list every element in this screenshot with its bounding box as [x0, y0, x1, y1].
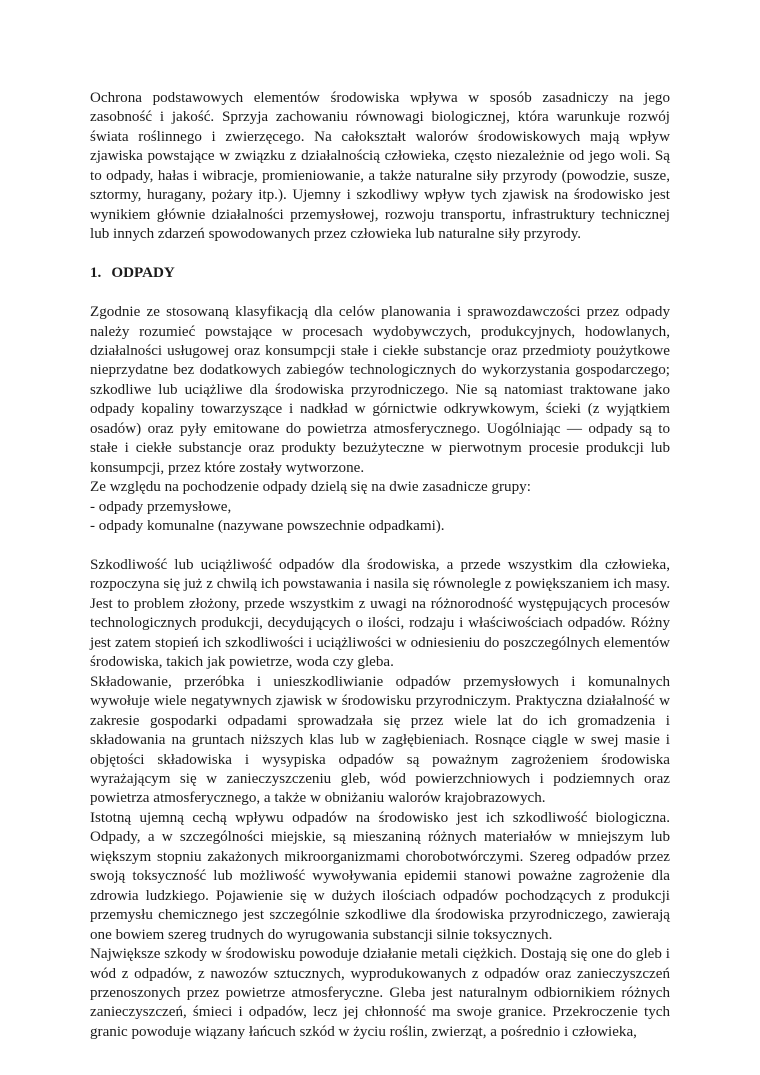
harmfulness-paragraph: Szkodliwość lub uciążliwość odpadów dla środowiska, a przede wszystkim dla człowieka, rozpoczyna się już z chwilą ich powstawania i nasila się równolegle z powiększaniem ich masy. Jest to problem złożony, przede wszystkim z uwagi na różnorodność występujących procesów technologicznych produkcji, decydujących o ilości, rodzaju i właściwościach odpadów. Różny jest zatem stopień ich szkodliwości i uciążliwości w odniesieniu do poszczególnych elementów środowiska, takich jak powietrze, woda czy gleba. [90, 557, 670, 671]
list-item: - odpady przemysłowe, [90, 498, 232, 515]
heavy-metals-paragraph: Największe szkody w środowisku powoduje działanie metali ciężkich. Dostają się one do gleb i wód z odpadów, z nawozów sztucznych, wyprodukowanych z odpadów oraz zanieczyszczeń przenoszonych przez powietrze atmosferyczne. Gleba jest naturalnym odbiornikiem różnych zanieczyszczeń, śmieci i odpadów, lecz jej chłonność ma swoje granice. Przekroczenie tych granic powoduje wiązany łańcuch szkód w życiu roślin, zwierząt, a pośrednio i człowieka, [90, 946, 670, 1040]
storage-paragraph: Składowanie, przeróbka i unieszkodliwianie odpadów przemysłowych i komunalnych wywołuje wiele negatywnych zjawisk w środowisku przyrodniczym. Praktyczna działalność w zakresie gospodarki odpadami sprowadzała się przez wiele lat do ich gromadzenia i składowania na gruntach niższych klas lub w zagłębieniach. Rosnące ciągle w swej masie i objętości składowiska i wysypiska odpadów są poważnym zagrożeniem środowiska wyrażającym się w zanieczyszczeniu gleb, wód powierzchniowych i podziemnych oraz powietrza atmosferycznego, a także w obniżaniu walorów krajobrazowych. [90, 673, 670, 807]
biological-harm-paragraph: Istotną ujemną cechą wpływu odpadów na środowisko jest ich szkodliwość biologiczna. Odpady, a w szczególności miejskie, są mieszaniną różnych materiałów w mniejszym lub większym stopniu zakażonych mikroorganizmami chorobotwórczymi. Szereg odpadów przez swoją toksyczność lub możliwość wywoływania epidemii stanowi poważne zagrożenie dla zdrowia ludzkiego. Pojawienie się w dużych ilościach odpadów pochodzących z produkcji przemysłu chemicznego jest szczególnie szkodliwe dla środowiska przyrodniczego, zawierają one bowiem szereg trudnych do wyrugowania substancji silnie toksycznych. [90, 809, 670, 943]
spacer [90, 537, 670, 557]
document-page [90, 89, 670, 1042]
section-heading [90, 264, 670, 283]
intro-paragraph: Ochrona podstawowych elementów środowiska wpływa w sposób zasadniczy na jego zasobność i jakość. Sprzyja zachowaniu równowagi biologicznej, która warunkuje rozwój świata roślinnego i zwierzęcego. Na całokształt walorów środowiskowych mają wpływ zjawiska powstające w związku z działalnością człowieka, często niezależnie od jego woli. Są to odpady, hałas i wibracje, promieniowanie, a także naturalne siły przyrody (powodzie, susze, sztormy, huragany, pożary itp.). Ujemny i szkodliwy wpływ tych zjawisk na środowisko jest wynikiem głównie działalności przemysłowej, rozwoju transportu, infrastruktury technicznej lub innych zdarzeń spowodowanych przez człowieka lub naturalne siły przyrody. [90, 90, 670, 243]
spacer [90, 284, 670, 304]
section-title: ODPADY [111, 265, 175, 282]
list-item: - odpady komunalne (nazywane powszechnie odpadkami). [90, 518, 445, 535]
spacer [90, 245, 670, 265]
section-number: 1. [90, 265, 102, 282]
definition-paragraph: Zgodnie ze stosowaną klasyfikacją dla celów planowania i sprawozdawczości przez odpady należy rozumieć powstające w procesach wydobywczych, produkcyjnych, hodowlanych, działalności usługowej oraz konsumpcji stałe i ciekłe substancje oraz przedmioty poużytkowe nieprzydatne bez dodatkowych zabiegów technologicznych do wykorzystania gospodarczego; szkodliwe lub uciążliwe dla środowiska przyrodniczego. Nie są natomiast traktowane jako odpady kopaliny towarzyszące i nadkład w górnictwie odkrywkowym, ścieki (z wyjątkiem osadów) oraz pyły emitowane do powietrza atmosferycznego. Uogólniając — odpady są to stałe i ciekłe substancje oraz produkty bezużyteczne w pierwotnym procesie produkcji lub konsumpcji, przez które zostały wytworzone. [90, 304, 670, 476]
groups-intro: Ze względu na pochodzenie odpady dzielą się na dwie zasadnicze grupy: [90, 479, 531, 496]
